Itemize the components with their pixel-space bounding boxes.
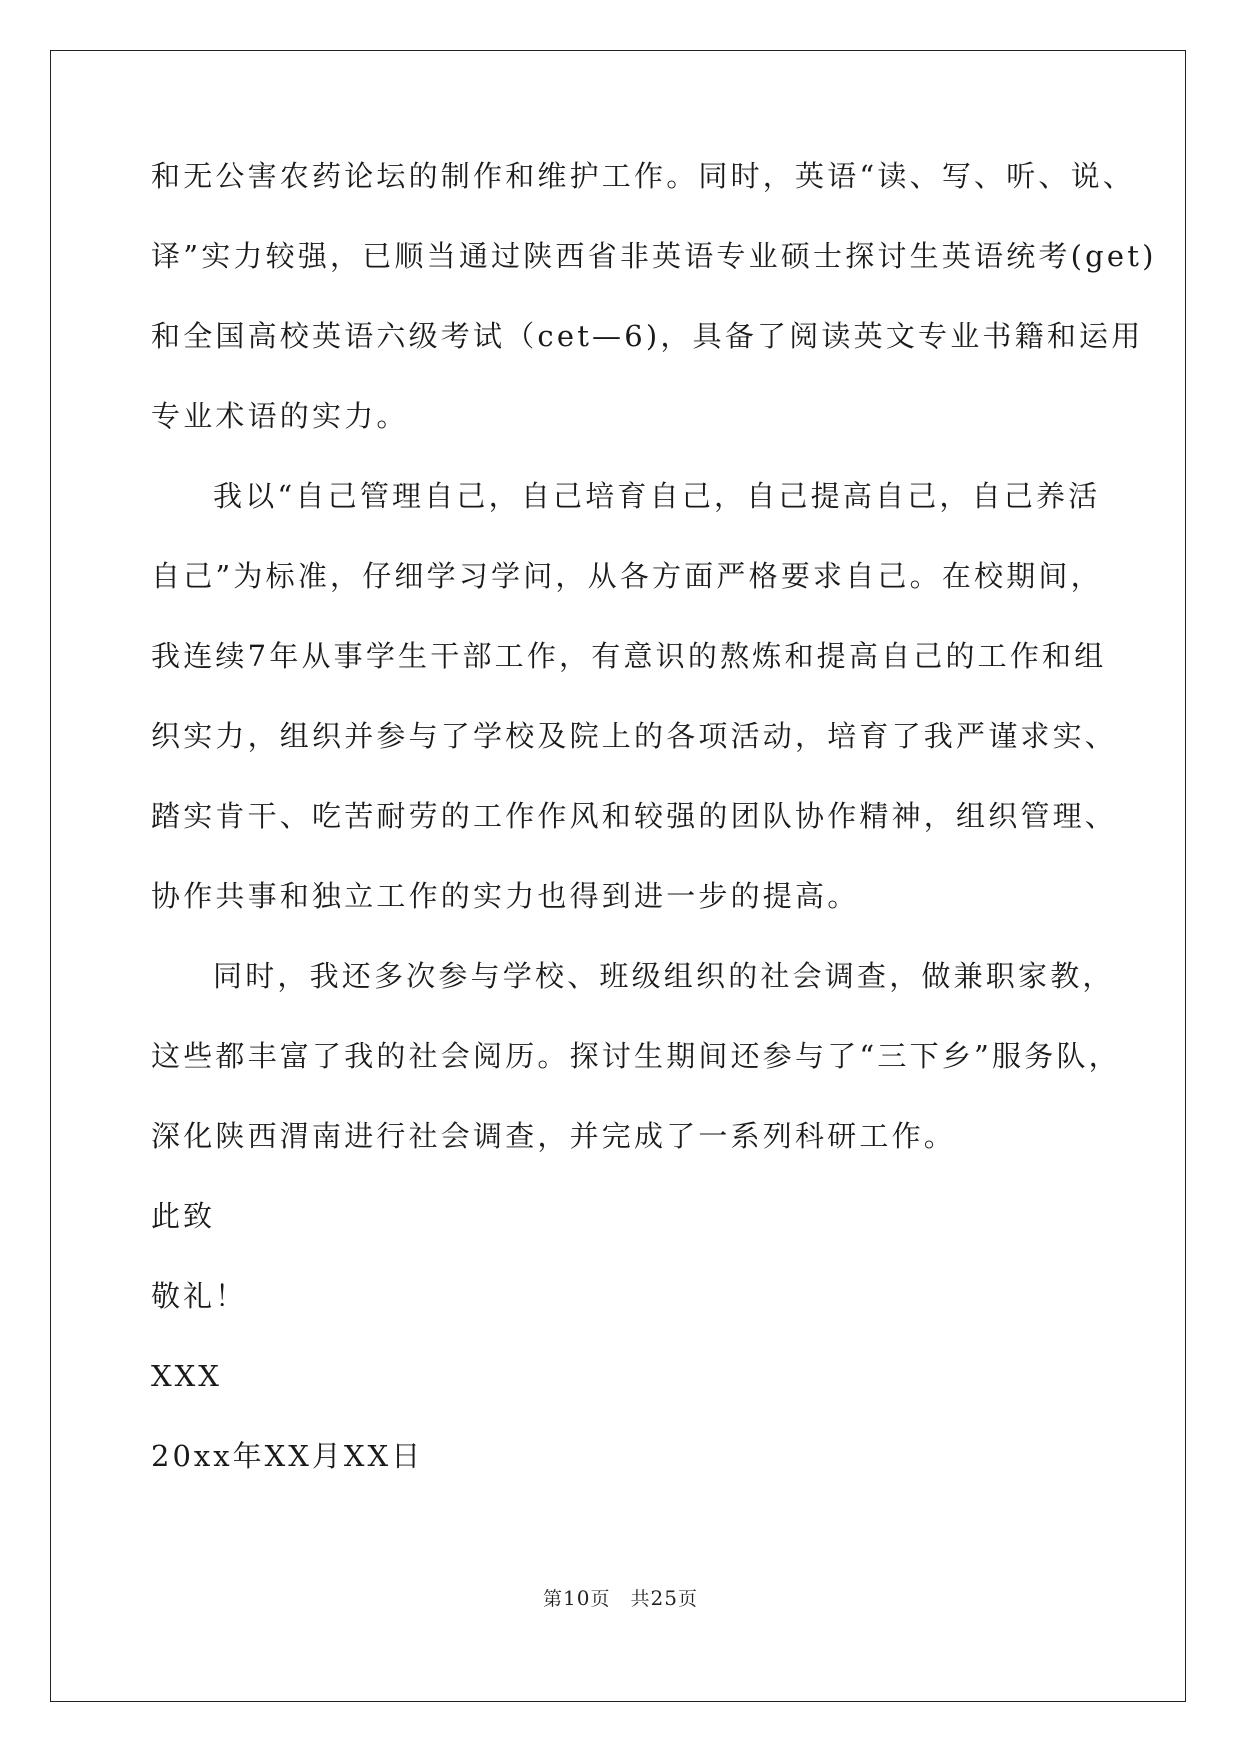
text-line: 自己”为标准，仔细学习学问，从各方面严格要求自己。在校期间， xyxy=(151,559,1103,593)
text-line: 我连续7年从事学生干部工作，有意识的熬炼和提高自己的工作和组 xyxy=(151,639,1107,673)
letter-date: 20xx年XX月XX日 xyxy=(151,1439,424,1473)
current-page-number: 10 xyxy=(563,1586,591,1610)
text-line: 专业术语的实力。 xyxy=(151,399,409,433)
text-line: 这些都丰富了我的社会阅历。探讨生期间还参与了“三下乡”服务队， xyxy=(151,1039,1121,1073)
text-line: 译”实力较强，已顺当通过陕西省非英语专业硕士探讨生英语统考(get) xyxy=(151,239,1157,273)
footer-suffix: 页 xyxy=(677,1588,698,1610)
text-line: 深化陕西渭南进行社会调查，并完成了一系列科研工作。 xyxy=(151,1119,957,1153)
letter-body xyxy=(151,159,1157,1501)
text-line: 织实力，组织并参与了学校及院上的各项活动，培育了我严谨求实、 xyxy=(151,719,1118,753)
text-line: 踏实肯干、吃苦耐劳的工作作风和较强的团队协作精神，组织管理、 xyxy=(151,799,1118,833)
signature: XXX xyxy=(151,1359,222,1393)
total-page-number: 25 xyxy=(650,1586,678,1610)
text-line: 同时，我还多次参与学校、班级组织的社会调查，做兼职家教， xyxy=(213,959,1115,993)
text-line: 和无公害农药论坛的制作和维护工作。同时，英语“读、写、听、说、 xyxy=(151,159,1136,193)
closing-regards: 敬礼！ xyxy=(151,1279,248,1313)
closing-salutation: 此致 xyxy=(151,1199,216,1233)
text-line: 和全国高校英语六级考试（cet—6)，具备了阅读英文专业书籍和运用 xyxy=(151,319,1144,353)
page-number-footer xyxy=(0,1584,1241,1611)
text-line: 协作共事和独立工作的实力也得到进一步的提高。 xyxy=(151,879,860,913)
text-line: 我以“自己管理自己，自己培育自己，自己提高自己，自己养活 xyxy=(213,479,1101,513)
footer-prefix: 第 xyxy=(543,1588,564,1610)
footer-mid: 页 共 xyxy=(590,1588,651,1610)
